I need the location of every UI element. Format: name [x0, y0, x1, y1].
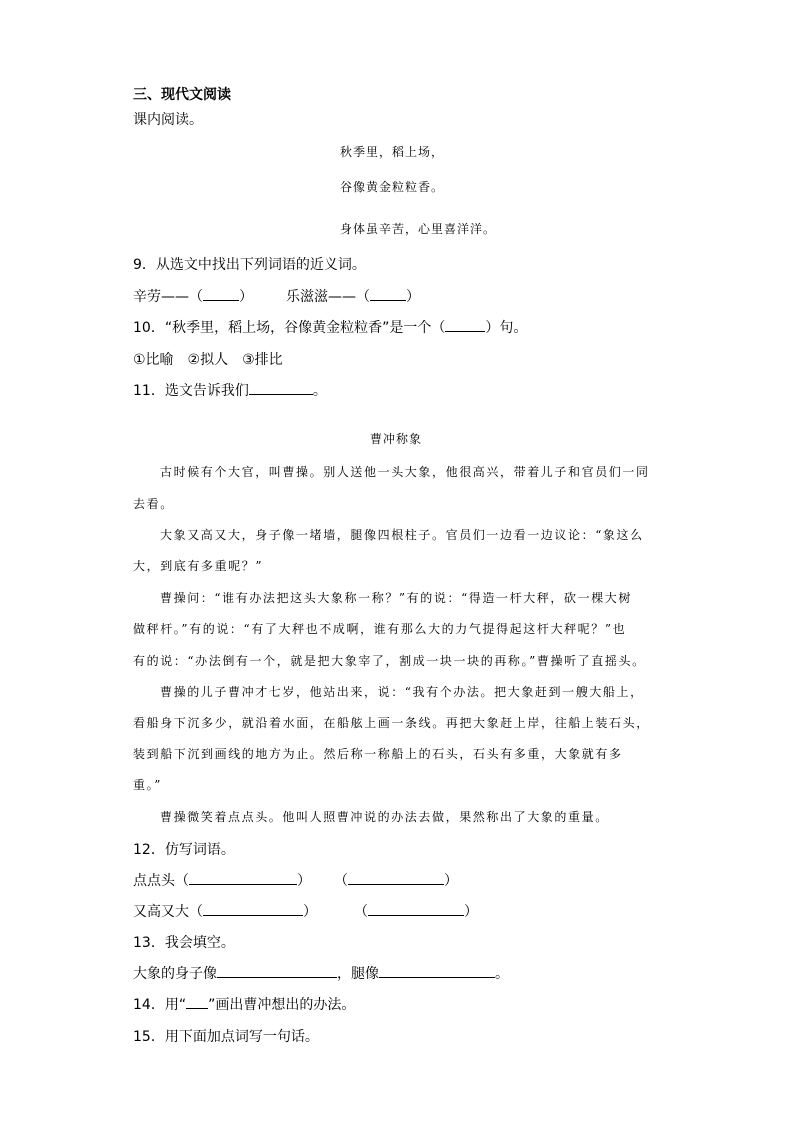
story-title: 曹冲称象	[370, 432, 423, 446]
q10-blank[interactable]	[445, 319, 485, 332]
q11-text-end: 。	[312, 383, 327, 399]
q13-pre: 大象的身子像	[133, 966, 217, 982]
section-title: 三、现代文阅读	[133, 87, 231, 103]
question-12: 12．仿写词语。	[133, 842, 235, 858]
q12-row-2-close: ）	[303, 904, 317, 920]
q12-row-1-close: ）	[297, 873, 311, 889]
q9-item-1-label: 辛劳——（	[133, 289, 203, 305]
story-line: 装到船下沉到画线的地方为止。然后称一称船上的石头，石头有多重，大象就有多	[133, 747, 623, 761]
q12-row-1	[133, 870, 311, 890]
question-14	[133, 994, 355, 1014]
q13-mid: ，腿像	[337, 966, 379, 982]
q12-row-1-label: 点点头（	[133, 873, 189, 889]
poem-line-3: 身体虽辛苦，心里喜洋洋。	[340, 222, 497, 236]
q12-row-1-close-2: ）	[444, 873, 458, 889]
q12-row-1-open-2: （	[334, 873, 348, 889]
q12-row-2	[133, 901, 317, 921]
q13-blank-1[interactable]	[217, 965, 337, 978]
q12-row-2-second	[354, 901, 478, 921]
q12-row-2-label: 又高又大（	[133, 904, 203, 920]
story-line: 去看。	[133, 497, 174, 511]
q9-item-2-blank[interactable]	[370, 288, 406, 301]
q9-item-1-blank[interactable]	[203, 288, 239, 301]
story-line: 曹操问：“谁有办法把这头大象称一称？”有的说：“得造一杆大秤，砍一棵大树	[160, 591, 633, 605]
question-10	[133, 317, 527, 337]
q9-item-1	[133, 286, 253, 306]
poem-line-2: 谷像黄金粒粒香。	[340, 180, 445, 194]
q10-text-end: ）句。	[485, 320, 528, 336]
q9-item-1-close: ）	[239, 289, 253, 305]
question-15: 15．用下面加点词写一句话。	[133, 1029, 319, 1045]
q13-fill	[133, 963, 509, 983]
story-line: 重。”	[133, 778, 162, 792]
story-line: 古时候有个大官，叫曹操。别人送他一头大象，他很高兴，带着儿子和官员们一同	[160, 465, 650, 479]
q12-row-2-blank-2[interactable]	[368, 903, 464, 916]
question-11	[133, 380, 327, 400]
q11-text: 11．选文告诉我们	[133, 383, 249, 399]
story-line: 看船身下沉多少，就沿着水面，在船舷上画一条线。再把大象赶上岸，往船上装石头，	[133, 716, 650, 730]
q13-blank-2[interactable]	[379, 965, 495, 978]
q12-row-1-blank-1[interactable]	[189, 872, 297, 885]
q14-underline-sample	[186, 996, 208, 1009]
q11-blank[interactable]	[249, 382, 313, 395]
story-line: 大象又高又大，身子像一堵墙，腿像四根柱子。官员们一边看一边议论：“象这么	[160, 528, 644, 542]
q12-row-1-blank-2[interactable]	[348, 872, 444, 885]
q9-item-2	[286, 286, 420, 306]
story-line: 曹操的儿子曹冲才七岁，他站出来，说：“我有个办法。把大象赶到一艘大船上，	[160, 685, 644, 699]
q12-row-2-blank-1[interactable]	[203, 903, 303, 916]
story-line: 有的说：“办法倒有一个，就是把大象宰了，割成一块一块的再称。”曹操听了直摇头。	[133, 654, 646, 668]
question-13: 13．我会填空。	[133, 935, 235, 951]
q12-row-2-open-2: （	[354, 904, 368, 920]
q10-options: ①比喻 ②拟人 ③排比	[133, 352, 283, 368]
section-subtitle: 课内阅读。	[133, 112, 203, 128]
question-9: 9．从选文中找出下列词语的近义词。	[133, 257, 366, 273]
q12-row-2-close-2: ）	[464, 904, 478, 920]
story-line: 大，到底有多重呢？”	[133, 559, 264, 573]
q9-item-2-close: ）	[406, 289, 420, 305]
q14-pre: 14．用“	[133, 997, 187, 1013]
story-line: 做秤杆。”有的说：“有了大秤也不成啊，谁有那么大的力气提得起这杆大秤呢？”也	[133, 622, 627, 636]
story-line: 曹操微笑着点点头。他叫人照曹冲说的办法去做，果然称出了大象的重量。	[160, 810, 609, 824]
poem-line-1: 秋季里，稻上场，	[340, 145, 445, 159]
q13-post: 。	[495, 966, 509, 982]
q14-post: ”画出曹冲想出的办法。	[208, 997, 356, 1013]
q10-text: 10．“秋季里，稻上场，谷像黄金粒粒香”是一个（	[133, 320, 446, 336]
q9-item-2-label: 乐滋滋——（	[286, 289, 370, 305]
q12-row-1-second	[334, 870, 458, 890]
